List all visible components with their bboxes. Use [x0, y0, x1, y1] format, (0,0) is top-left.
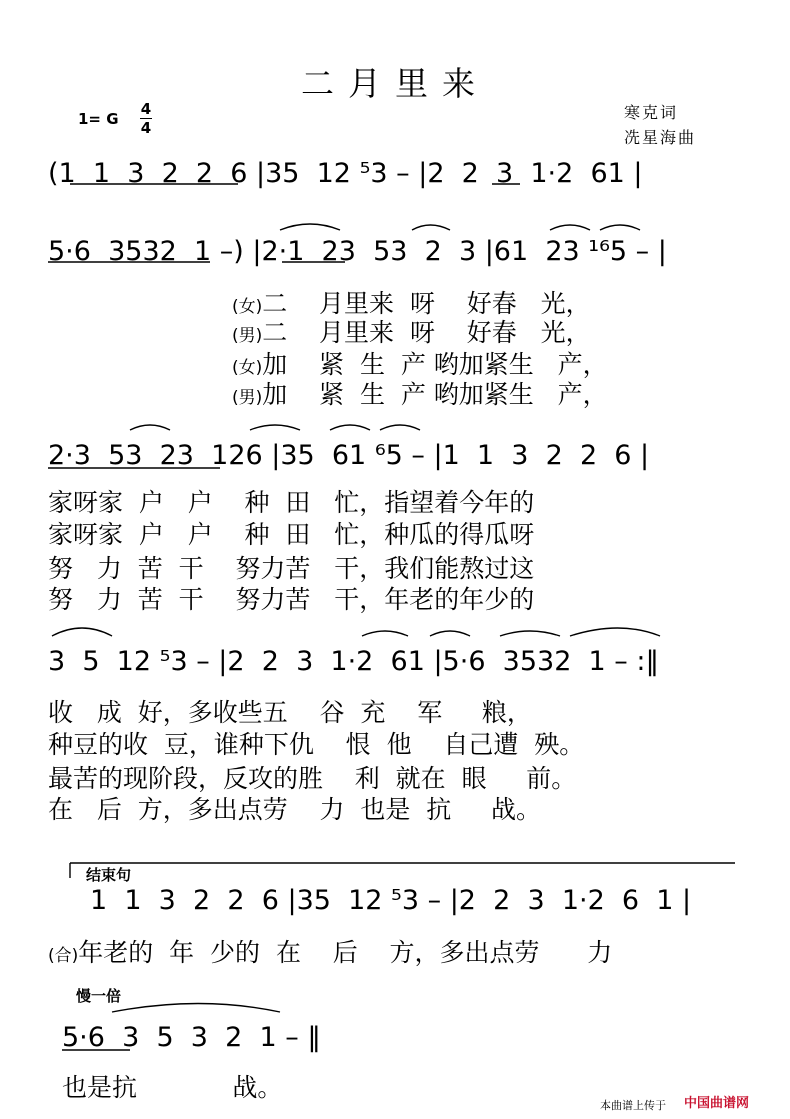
lyric-line-9: 收 成 好，多收些五 谷 充 军 粮， [48, 698, 532, 727]
ending-label: 结束句 [86, 866, 132, 884]
final-lyric: 也是抗 战。 [62, 1073, 283, 1102]
verse-line-1: (女)二 月里来 呀 好春 光， [232, 289, 591, 318]
page-title: 二月里来 [301, 64, 489, 103]
ending-lyric: (合)年老的 年 少的 在 后 方，多出点劳 力 [48, 938, 613, 967]
site-logo: 中国曲谱网 [684, 1096, 750, 1111]
lyric-line-12: 在 后 方，多出点劳 力 也是 抗 战。 [48, 795, 542, 824]
notation-row-6: 5·6 3 5 3 2 1 – ‖ [62, 1022, 321, 1053]
verse-line-4: (男)加 紧 生 产 哟加紧生 产， [232, 380, 608, 409]
notation-row-1: (1 1 3 2 2 6 |35 12 ⁵3 – |2 2 3 1·2 61 | [48, 158, 643, 189]
lyric-line-7: 努 力 苦 干 努力苦 干，我们能熬过这 [48, 554, 535, 583]
verse-line-2: (男)二 月里来 呀 好春 光， [232, 318, 591, 347]
composer: 冼星海曲 [624, 128, 697, 147]
lyric-line-6: 家呀家 户 户 种 田 忙，种瓜的得瓜呀 [48, 520, 535, 549]
notation-row-5: 1 1 3 2 2 6 |35 12 ⁵3 – |2 2 3 1·2 6 1 | [90, 885, 692, 916]
upload-note: 本曲谱上传于 [600, 1099, 666, 1112]
notation-row-4: 3 5 12 ⁵3 – |2 2 3 1·2 61 |5·6 3532 1 – :‖ [48, 646, 659, 677]
notation-row-2: 5·6 3532 1 –) |2·1 23 53 2 3 |61 23 ¹⁶5 – | [48, 236, 667, 267]
lyric-line-10: 种豆的收 豆，谁种下仇 恨 他 自己遭 殃。 [48, 730, 585, 759]
lyric-line-5: 家呀家 户 户 种 田 忙，指望着今年的 [48, 488, 535, 517]
lyric-line-8: 努 力 苦 干 努力苦 干，年老的年少的 [48, 585, 535, 614]
time-top: 4 [140, 100, 152, 118]
slur [280, 224, 340, 230]
lyricist: 寒克词 [624, 103, 679, 122]
verse-line-3: (女)加 紧 生 产 哟加紧生 产， [232, 350, 608, 379]
lyric-line-11: 最苦的现阶段，反攻的胜 利 就在 眼 前。 [48, 764, 577, 793]
tempo-label: 慢一倍 [76, 987, 122, 1005]
notation-row-3: 2·3 53 23 126 |35 61 ⁶5 – |1 1 3 2 2 6 | [48, 440, 650, 471]
time-bottom: 4 [140, 119, 152, 137]
key-signature: 1= G [78, 110, 119, 128]
